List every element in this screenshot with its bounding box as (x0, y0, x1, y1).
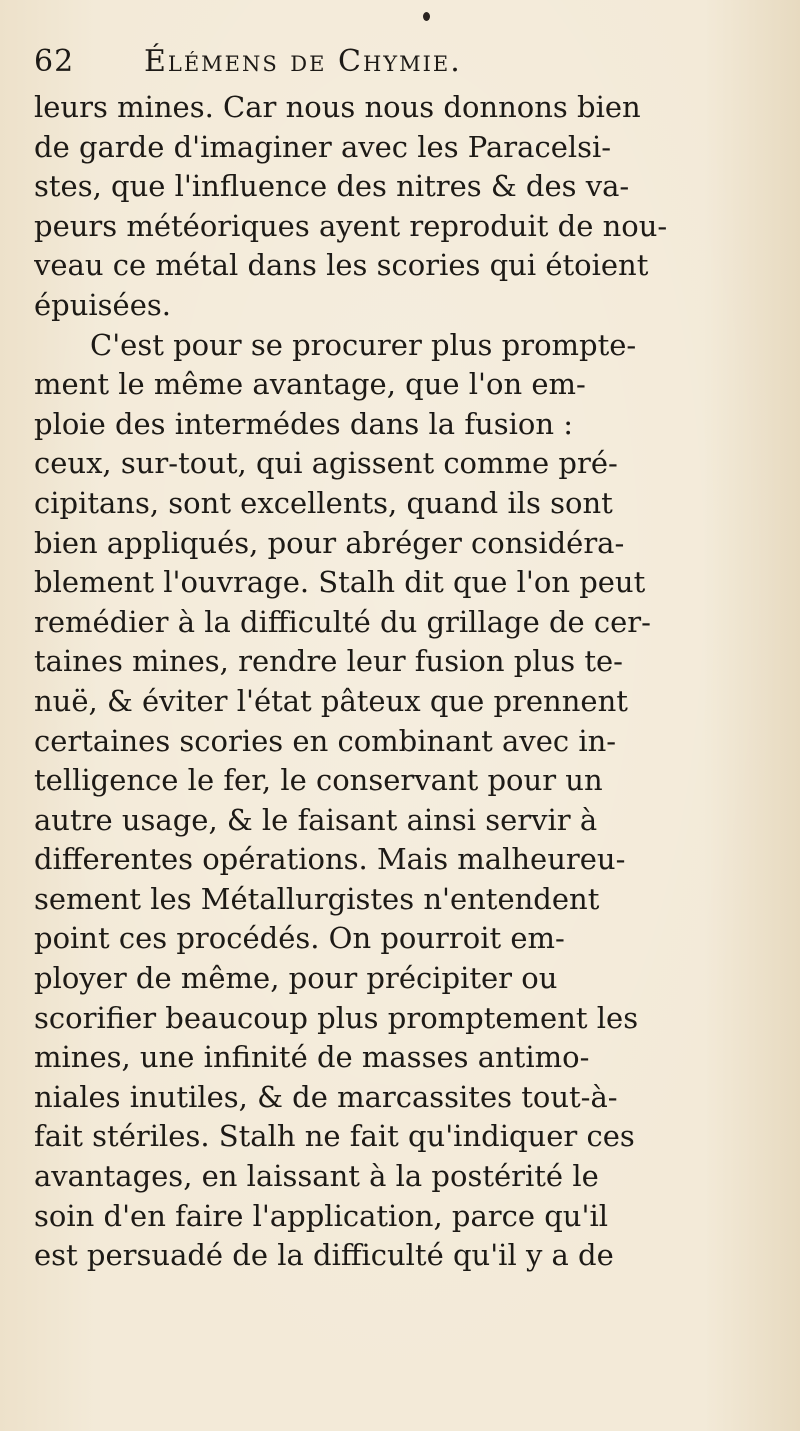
text-line: point ces procédés. On pourroit em- (34, 921, 565, 956)
text-line: scorifier beaucoup plus promptement les (34, 1000, 639, 1035)
page-number: 62 (34, 44, 75, 79)
text-line: remédier à la difficulté du grillage de cer- (34, 604, 651, 639)
text-line: bien appliqués, pour abréger considéra- (34, 525, 625, 560)
text-line: peurs météoriques ayent reproduit de nou- (34, 208, 668, 243)
text-line: differentes opérations. Mais malheureu- (34, 842, 626, 877)
text-line: blement l'ouvrage. Stalh dit que l'on peut (34, 565, 646, 600)
text-line: épuisées. (34, 287, 171, 322)
running-title: Élémens de Chymie. (144, 44, 462, 79)
paragraph-start-line: C'est pour se procurer plus prompte- (90, 327, 637, 362)
text-line: niales inutiles, & de marcassites tout-à- (34, 1079, 618, 1114)
text-line: sement les Métallurgistes n'entendent (34, 881, 600, 916)
text-line: ploie des intermédes dans la fusion : (34, 406, 574, 441)
text-line: fait stériles. Stalh ne fait qu'indiquer ces (34, 1119, 635, 1154)
text-line: certaines scories en combinant avec in- (34, 723, 617, 758)
text-line: leurs mines. Car nous nous donnons bien (34, 90, 641, 124)
text-line: ceux, sur-tout, qui agissent comme pré- (34, 446, 618, 481)
text-line: avantages, en laissant à la postérité le (34, 1159, 599, 1194)
text-line: cipitans, sont excellents, quand ils sont (34, 485, 613, 520)
running-head (34, 40, 774, 86)
text-line: telligence le fer, le conservant pour un (34, 763, 603, 798)
text-line: est persuadé de la difficulté qu'il y a de (34, 1238, 614, 1273)
body-text (34, 88, 800, 1276)
text-line: veau ce métal dans les scories qui étoient (34, 248, 649, 283)
text-line: mines, une infinité de masses antimo- (34, 1040, 590, 1075)
text-line: soin d'en faire l'application, parce qu'il (34, 1198, 608, 1233)
text-line: ment le même avantage, que l'on em- (34, 367, 586, 402)
text-line: de garde d'imaginer avec les Paracelsi- (34, 129, 612, 164)
text-line: taines mines, rendre leur fusion plus te- (34, 644, 623, 679)
text-line: nuë, & éviter l'état pâteux que prennent (34, 683, 628, 718)
text-line: ployer de même, pour précipiter ou (34, 961, 558, 996)
ink-dot (423, 12, 430, 21)
text-line: autre usage, & le faisant ainsi servir à (34, 802, 598, 837)
text-line: stes, que l'influence des nitres & des va- (34, 169, 630, 204)
